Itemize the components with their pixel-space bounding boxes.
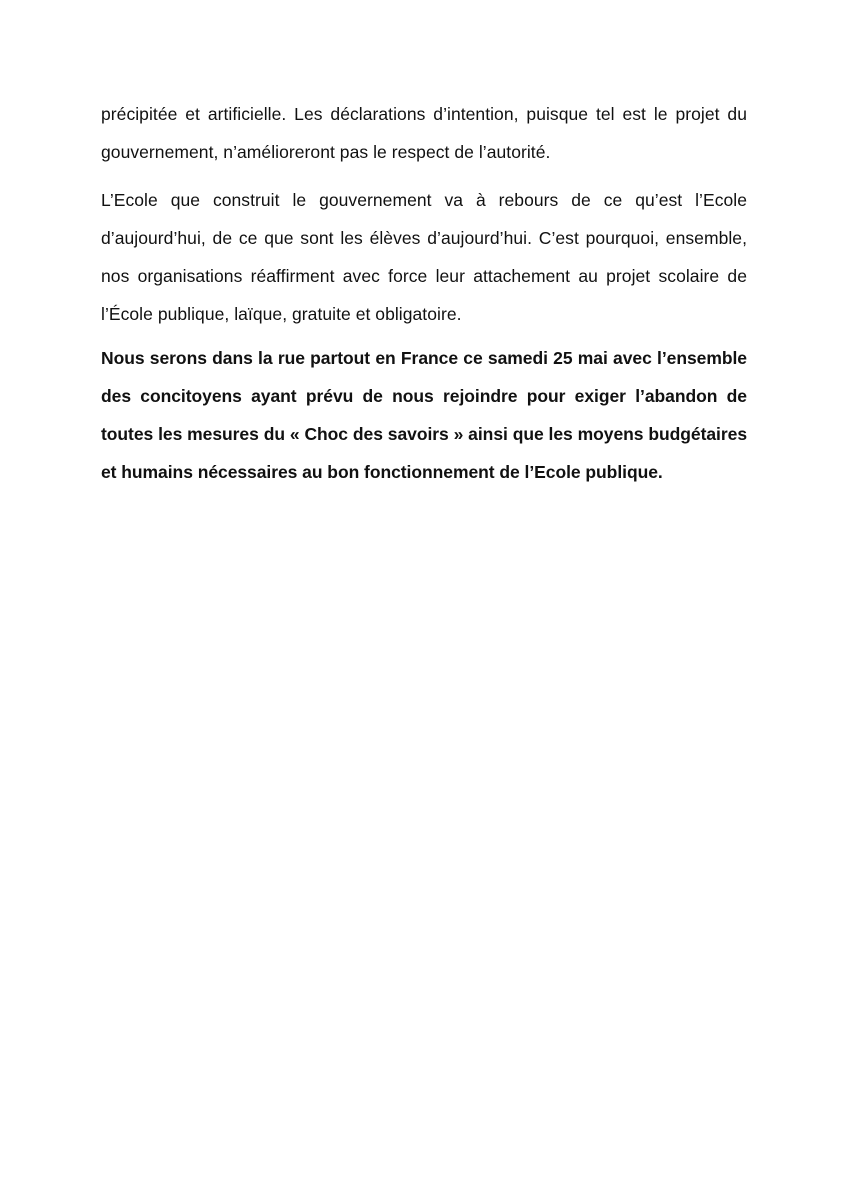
paragraph-3-bold	[101, 339, 747, 491]
paragraph-1-text: précipitée et artificielle. Les déclarations d’intention, puisque tel est le projet du gouvernement, n’amélioreront pas le respect de l’autorité.	[101, 104, 747, 162]
paragraph-1	[101, 95, 747, 171]
paragraph-2-text: L’Ecole que construit le gouvernement va à rebours de ce qu’est l’Ecole d’aujourd’hui, de ce que sont les élèves d’aujourd’hui. C’est pourquoi, ensemble, nos organisations réaffirment avec force leur attachement au projet scolaire de l’École publique, laïque, gratuite et obligatoire.	[101, 190, 747, 324]
paragraph-2	[101, 181, 747, 333]
paragraph-3-text: Nous serons dans la rue partout en France ce samedi 25 mai avec l’ensemble des concitoyens ayant prévu de nous rejoindre pour exiger l’abandon de toutes les mesures du « Choc des savoirs » ainsi que les moyens budgétaires et humains nécessaires au bon fonctionnement de l’Ecole publique.	[101, 348, 747, 482]
